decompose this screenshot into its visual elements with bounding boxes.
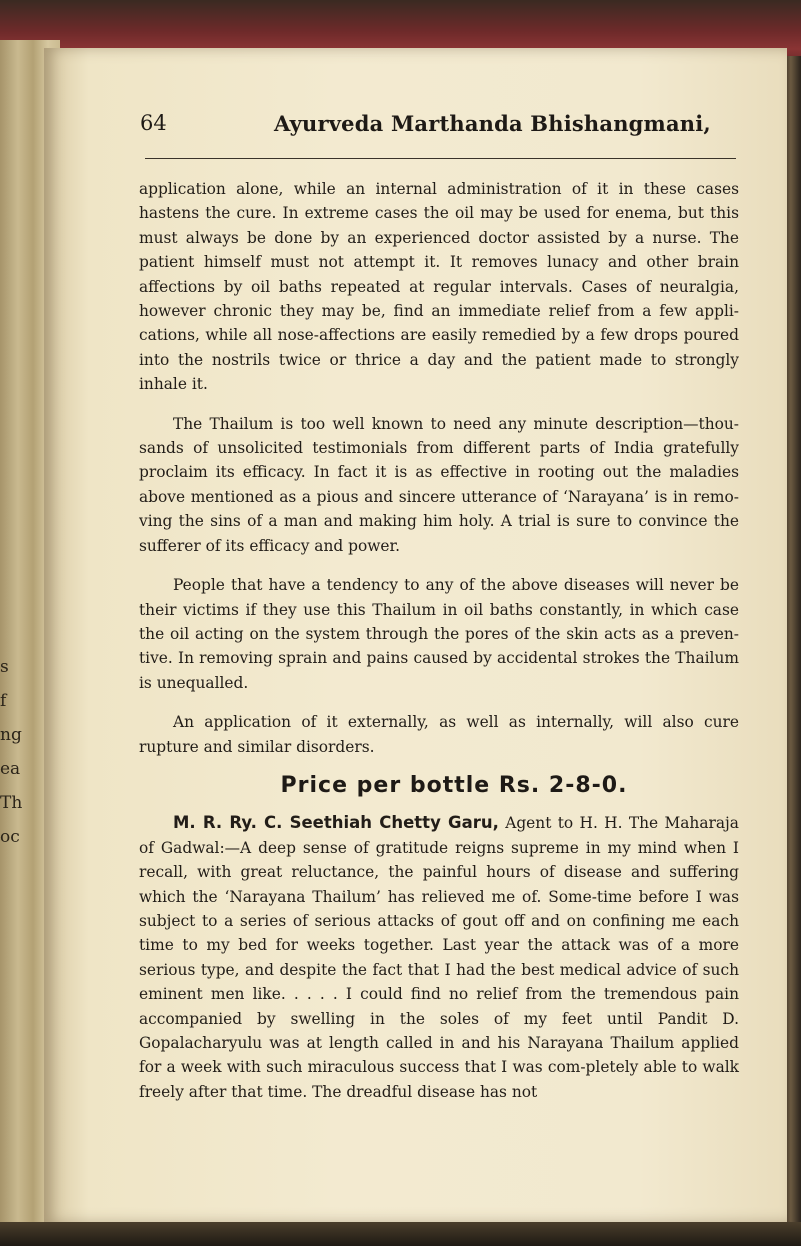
price-heading: Price per bottle Rs. 2-8-0.	[280, 772, 628, 798]
running-title: Ayurveda Marthanda Bhishangmani,	[274, 111, 711, 136]
margin-fragment: oc	[0, 827, 20, 847]
page-body	[139, 177, 739, 1119]
page-number: 64	[140, 111, 167, 135]
testimonial-name: M. R. Ry. C. Seethiah Chetty Garu,	[173, 813, 499, 833]
testimonial-text: Agent to H. H. The Maharaja of Gadwal:—A deep sense of gratitude reigns supreme in my mind when I recall, with great reluctance, the painful hours of disease and suffering which the ‘Narayana Thailum’ has relieved me of. Some-time before I was subject to a series of serious attacks of gout off and on confining me each time to my bed for weeks together. Last year the attack was of a more serious type, and despite the fact that I had the best medical advice of such eminent men like. . . . . I could find no relief from the tremendous pain accompanied by swelling in the soles of my feet until Pandit D. Gopalacharyulu was at length called in and his Narayana Thailum applied for a week with such miraculous success that I was com-pletely able to walk freely after that time. The dreadful disease has not	[139, 814, 739, 1101]
paragraph: The Thailum is too well known to need any minute description—thou-sands of unsolicited testimonials from different parts of India gratefully proclaim its efficacy. In fact it is as effective in rooting out the maladies above mentioned as a pious and sincere utterance of ‘Narayana’ is in remo-ving the sins of a man and making him holy. A trial is sure to convince the sufferer of its efficacy and power.	[139, 414, 739, 555]
margin-fragment: ea	[0, 759, 21, 779]
margin-fragment: Th	[0, 793, 23, 813]
margin-fragment: ng	[0, 725, 22, 745]
page-header	[140, 111, 740, 151]
margin-fragments	[0, 650, 23, 854]
paragraph: application alone, while an internal administration of it in these cases hastens the cure. In extreme cases the oil may be used for enema, but this must always be done by an experienced doctor assisted by a nurse. The patient himself must not attempt it. It removes lunacy and other brain affections by oil baths repeated at regular intervals. Cases of neuralgia, however chronic they may be, find an immediate relief from a few appli-cations, while all nose-affections are easily remedied by a few drops poured into the nostrils twice or thrice a day and the patient made to strongly inhale it.	[139, 180, 739, 394]
paragraph: People that have a tendency to any of the above diseases will never be their victims if they use this Thailum in oil baths constantly, in which case the oil acting on the system through the pores of the skin acts as a preven-tive. In removing sprain and pains caused by accidental strokes the Thailum is unequalled.	[139, 576, 739, 692]
margin-fragment: s	[0, 657, 9, 677]
margin-fragment: f	[0, 691, 7, 711]
header-rule	[145, 158, 736, 159]
testimonial-paragraph	[139, 811, 739, 1104]
paragraph: An application of it externally, as well as internally, will also cure rupture and similar disorders.	[139, 713, 739, 756]
book-bottom-edge	[0, 1222, 801, 1246]
